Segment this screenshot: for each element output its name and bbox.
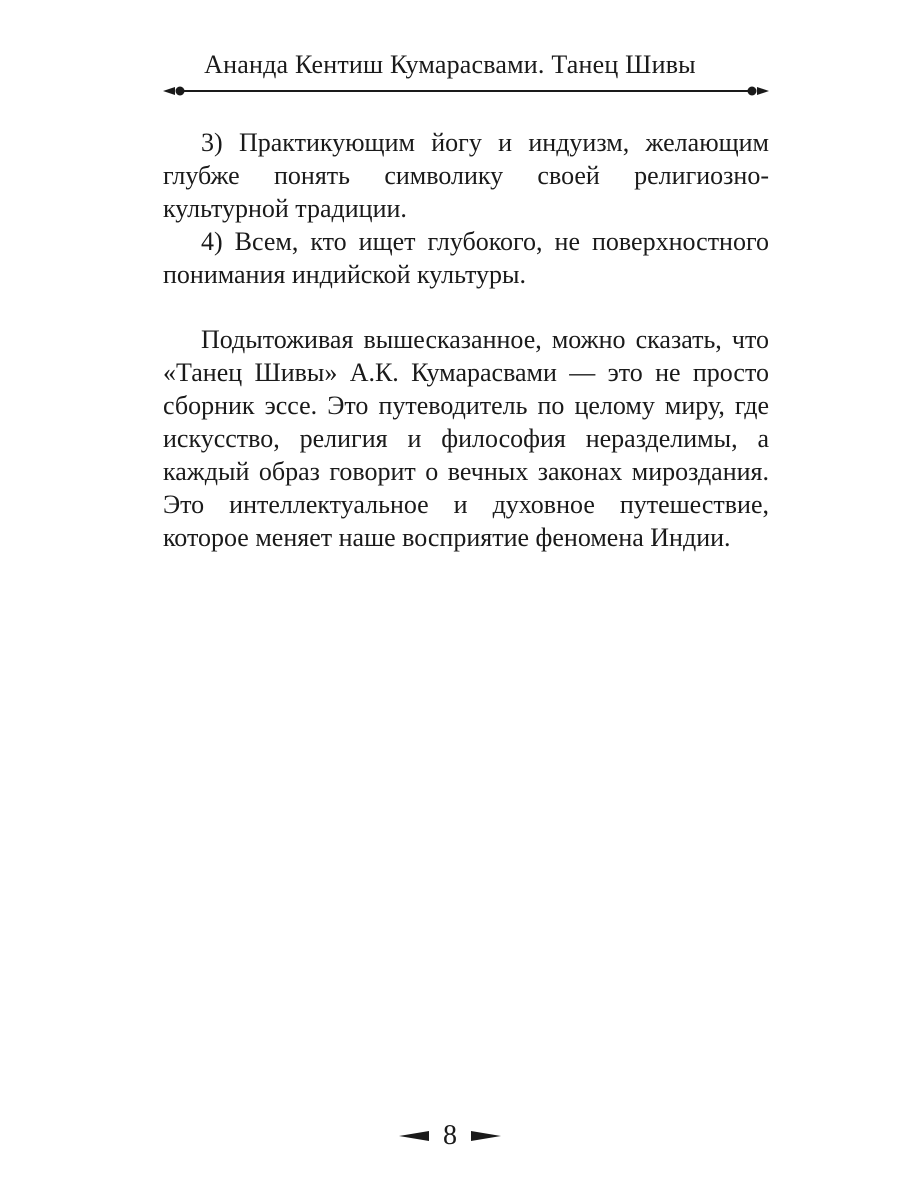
- page-number: 8: [443, 1120, 457, 1151]
- paragraph: Подытоживая вышесказанное, можно сказать, что «Танец Шивы» А.К. Кумарасвами — это не просто сборник эссе. Это путеводитель по целому миру, где искусство, религия и философия неразделимы, а каждый образ говорит о вечных законах мироздания. Это интеллектуальное и духовное путешествие, которое меняет наше восприятие феномена Индии.: [163, 325, 769, 552]
- running-head: Ананда Кентиш Кумарасвами. Танец Шивы: [204, 50, 696, 79]
- page-footer: [0, 1120, 900, 1152]
- paragraph: 4) Всем, кто ищет глубокого, не поверхностного понимания индийской культуры.: [163, 227, 769, 289]
- arrow-left-icon: [399, 1129, 429, 1143]
- ornamental-rule-icon: [163, 80, 769, 102]
- arrow-right-icon: [471, 1129, 501, 1143]
- body-text: [163, 126, 769, 554]
- paragraph: 3) Практикующим йогу и индуизм, желающим глубже понять символику своей религиозно-культурной традиции.: [163, 128, 769, 223]
